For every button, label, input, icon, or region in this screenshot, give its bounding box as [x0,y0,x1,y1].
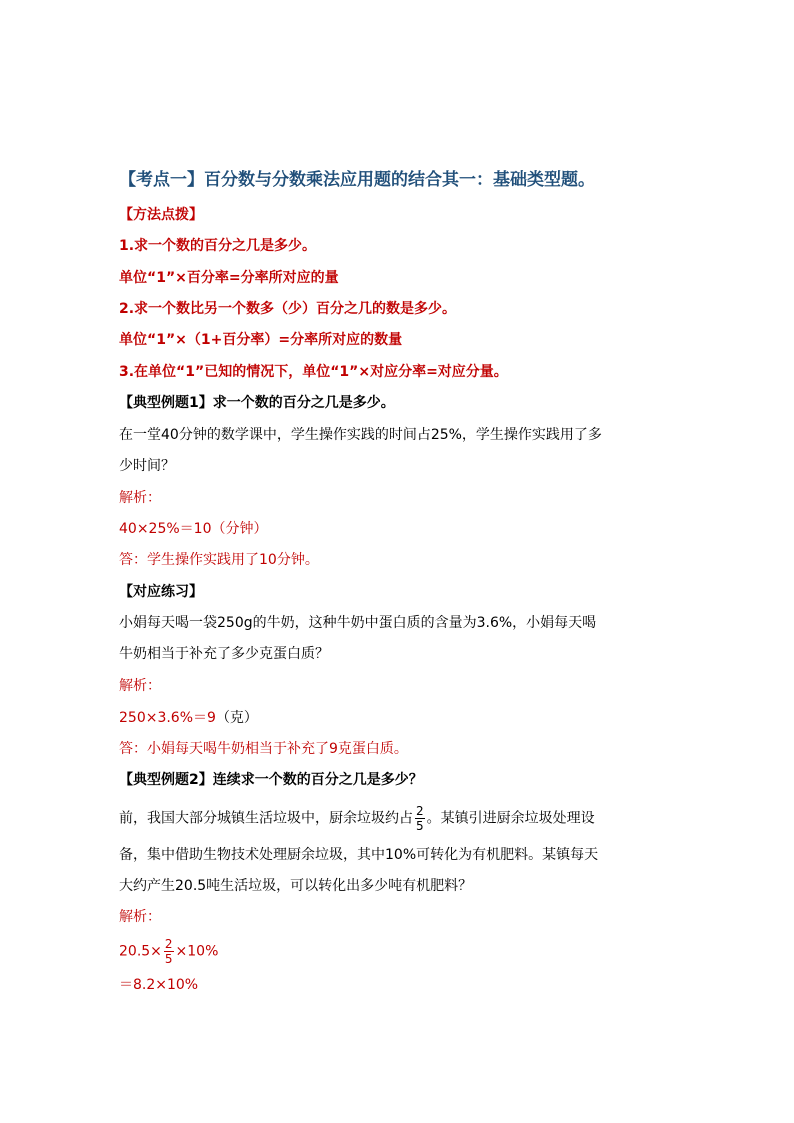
fraction-numerator: 2 [416,804,424,818]
calc-fraction-numerator: 2 [164,937,173,951]
example1-header: 【典型例题1】求一个数的百分之几是多少。 [119,395,395,411]
example1-answer-suffix: 分钟。 [276,552,319,568]
example2-question-line1 [119,805,595,832]
practice-question-line1: 小娟每天喝一袋250g的牛奶，这种牛奶中蛋白质的含量为3.6%，小娟每天喝 [119,615,597,631]
example2-header: 【典型例题2】连续求一个数的百分之几是多少？ [119,772,423,788]
example2-question-line3: 大约产生20.5吨生活垃圾，可以转化出多少吨有机肥料？ [119,878,473,894]
practice-analysis-label: 解析： [119,678,161,694]
example1-answer [119,548,319,572]
example1-analysis-label: 解析： [119,490,161,506]
fraction-denominator: 5 [416,819,424,833]
example2-question-prefix: 前，我国大部分城镇生活垃圾中，厨余垃圾约占 [119,810,413,827]
method-item-1: 1.求一个数的百分之几是多少。 [119,238,317,254]
example1-calc: 40×25%＝10（分钟） [119,521,268,537]
example2-calc1-prefix: 20.5× [119,943,162,960]
practice-calc-value: 250×3.6%＝9 [119,710,216,726]
example1-answer-value: 10 [259,552,277,568]
method-item-3: 2.求一个数比另一个数多（少）百分之几的数是多少。 [119,301,457,317]
example2-question-line2: 备，集中借助生物技术处理厨余垃圾，其中10%可转化为有机肥料。某镇每天 [119,847,599,863]
practice-calc-unit: （克） [215,710,258,726]
example2-calc1 [119,938,218,965]
calc-fraction [164,938,174,965]
method-item-5: 3.在单位“1”已知的情况下，单位“1”×对应分率=对应分量。 [119,364,508,380]
example2-question-suffix: 。某镇引进厨余垃圾处理设 [426,810,595,827]
section-title: 【考点一】百分数与分数乘法应用题的结合其一：基础类型题。 [119,170,595,190]
calc-fraction-denominator: 5 [164,952,173,966]
practice-answer: 答：小娟每天喝牛奶相当于补充了9克蛋白质。 [119,741,408,757]
practice-question-line2: 牛奶相当于补充了多少克蛋白质？ [119,646,329,662]
practice-calc [119,705,258,730]
example2-calc1-suffix: ×10% [175,943,219,960]
method-header: 【方法点拨】 [119,207,203,223]
fraction [415,805,425,832]
practice-header: 【对应练习】 [119,584,203,600]
method-item-2: 单位“1”×百分率=分率所对应的量 [119,270,339,286]
example1-question-line1: 在一堂40分钟的数学课中，学生操作实践的时间占25%，学生操作实践用了多 [119,427,602,443]
method-item-4: 单位“1”×（1+百分率）=分率所对应的数量 [119,332,403,348]
example2-calc2: ＝8.2×10% [119,977,199,993]
example2-analysis-label: 解析： [119,909,161,925]
example1-question-line2: 少时间？ [119,458,175,474]
example1-answer-prefix: 答：学生操作实践用了 [119,552,259,568]
